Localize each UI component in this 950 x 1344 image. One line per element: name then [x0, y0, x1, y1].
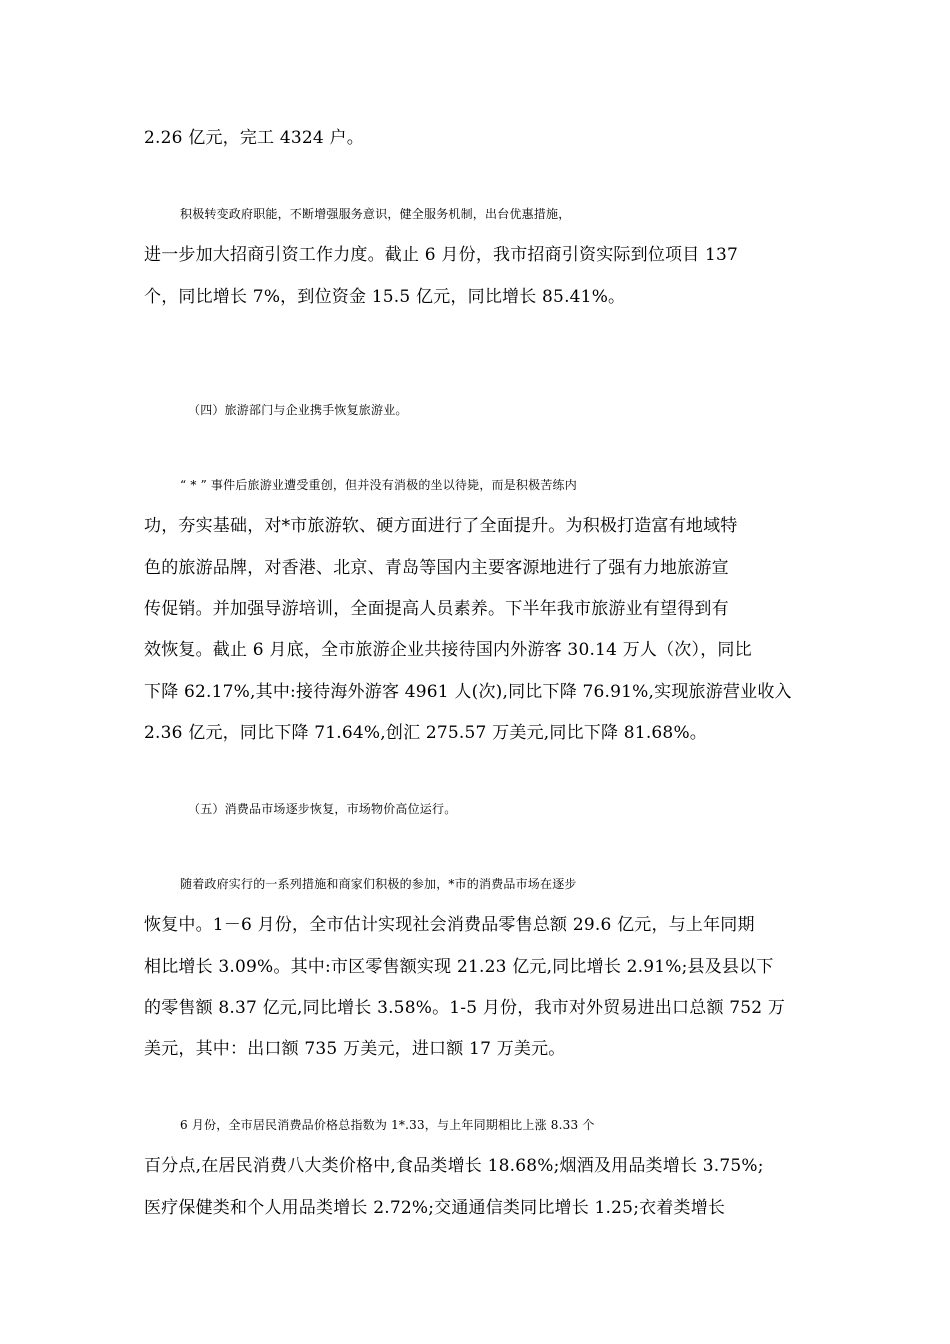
paragraph-line: 的零售额 8.37 亿元,同比增长 3.58%。1-5 月份，我市对外贸易进出口总额 752 万 [144, 998, 786, 1018]
paragraph-line: 色的旅游品牌，对香港、北京、青岛等国内主要客源地进行了强有力地旅游宣 [144, 558, 729, 578]
paragraph-line: 进一步加大招商引资工作力度。截止 6 月份，我市招商引资实际到位项目 137 [144, 245, 739, 265]
paragraph-line: 下降 62.17%,其中:接待海外游客 4961 人(次),同比下降 76.91%,实现旅游营业收入 [144, 682, 792, 702]
paragraph-line: 2.36 亿元，同比下降 71.64%,创汇 275.57 万美元,同比下降 81.68%。 [144, 723, 708, 743]
paragraph-line: 个，同比增长 7%，到位资金 15.5 亿元，同比增长 85.41%。 [144, 287, 626, 307]
paragraph-line: 医疗保健类和个人用品类增长 2.72%;交通通信类同比增长 1.25;衣着类增长 [144, 1198, 726, 1218]
paragraph-line: 2.26 亿元，完工 4324 户。 [144, 128, 364, 148]
section-heading: （五）消费品市场逐步恢复，市场物价高位运行。 [188, 802, 457, 816]
paragraph-line: 功，夯实基础，对*市旅游软、硬方面进行了全面提升。为积极打造富有地域特 [144, 516, 738, 536]
paragraph-line: 积极转变政府职能，不断增强服务意识，健全服务机制，出台优惠措施， [180, 207, 571, 221]
section-heading: （四）旅游部门与企业携手恢复旅游业。 [188, 403, 408, 417]
paragraph-line: 相比增长 3.09%。其中:市区零售额实现 21.23 亿元,同比增长 2.91%;县及县以下 [144, 957, 774, 977]
paragraph-line: 传促销。并加强导游培训，全面提高人员素养。下半年我市旅游业有望得到有 [144, 599, 729, 619]
paragraph-line: 百分点,在居民消费八大类价格中,食品类增长 18.68%;烟酒及用品类增长 3.75%; [144, 1156, 764, 1176]
paragraph-line: 随着政府实行的一系列措施和商家们积极的参加，*市的消费品市场在逐步 [180, 877, 577, 891]
paragraph-line: 恢复中。1－6 月份，全市估计实现社会消费品零售总额 29.6 亿元，与上年同期 [144, 915, 755, 935]
paragraph-line: “ * ” 事件后旅游业遭受重创，但并没有消极的坐以待毙，而是积极苦练内 [180, 478, 577, 492]
paragraph-line: 6 月份，全市居民消费品价格总指数为 1*.33，与上年同期相比上涨 8.33 个 [180, 1118, 595, 1132]
paragraph-line: 效恢复。截止 6 月底，全市旅游企业共接待国内外游客 30.14 万人（次），同比 [144, 640, 752, 660]
paragraph-line: 美元，其中：出口额 735 万美元，进口额 17 万美元。 [144, 1039, 566, 1059]
